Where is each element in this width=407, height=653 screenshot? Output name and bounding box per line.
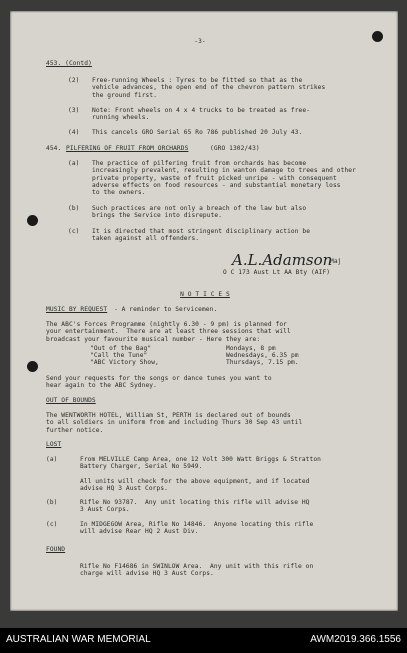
program-time: Thursdays, 7.15 pm.: [226, 359, 299, 366]
program-time: Mondays, 8 pm: [226, 345, 276, 352]
item-number: (3): [68, 107, 80, 114]
music-subheading: - A reminder to Servicemen.: [114, 306, 218, 313]
program-name: "ABC Victory Show,: [90, 359, 159, 366]
section-454-heading: PILFERING OF FRUIT FROM ORCHARDS: [66, 145, 189, 152]
item-number: (a): [46, 456, 58, 463]
section-reference: (GRO 1302/43): [210, 145, 260, 152]
found-heading: FOUND: [46, 546, 66, 553]
paragraph: Rifle No 93787. Any unit locating this rifle will advise HQ 3 Aust Corps.: [80, 499, 310, 514]
item-number: (2): [68, 77, 80, 84]
punch-hole: [372, 31, 383, 42]
signature-title: O C 173 Aust Lt AA Bty (AIF): [223, 269, 331, 276]
music-heading: MUSIC BY REQUEST: [46, 306, 108, 313]
item-number: (c): [46, 521, 58, 528]
section-453-heading: 453. (Contd): [46, 60, 92, 67]
paragraph: From MELVILLE Camp Area, one 12 Volt 300 Watt Briggs & Stratton Battery Charger, Serial No 5949.: [80, 456, 321, 471]
item-number: (a): [68, 160, 80, 167]
program-time: Wednesdays, 6.35 pm: [226, 352, 299, 359]
paragraph: The WENTWORTH HOTEL, William St, PERTH is declared out of bounds to all soldiers in uniform from and including Thurs 30 Sep 43 until further notice.: [46, 412, 303, 434]
item-number: (b): [68, 205, 80, 212]
signature-rank: Maj: [330, 258, 342, 265]
accession-number: AWM2019.366.1556: [310, 634, 401, 645]
handwritten-signature: A.L.Adamson: [232, 251, 333, 269]
footer-bar: [0, 628, 407, 653]
lost-heading: LOST: [46, 441, 62, 448]
notices-heading: N O T I C E S: [180, 291, 230, 298]
item-number: (b): [46, 499, 58, 506]
paragraph: The practice of pilfering fruit from orchards has become increasingly prevalent, resulting in wanton damage to trees and other private property, waste of fruit picked unripe - with consequent adverse effects on food resources - and substantial monetary loss to the owners.: [92, 160, 356, 197]
paragraph: It is directed that most stringent disciplinary action be taken against all offenders.: [92, 228, 311, 243]
paragraph: Note: Front wheels on 4 x 4 trucks to be treated as free- running wheels.: [92, 107, 311, 122]
institution-name: AUSTRALIAN WAR MEMORIAL: [6, 634, 151, 645]
item-number: (4): [68, 129, 80, 136]
program-name: "Call the Tune": [90, 352, 148, 359]
paragraph: The ABC's Forces Programme (nightly 6.30 - 9 pm) is planned for your entertainment. There are at least three sessions that will broadcast your favourite musical number - Here they are:: [46, 321, 291, 343]
paragraph: In MIDGEGOW Area, Rifle No 14846. Anyone locating this rifle will advise Rear HQ 2 Aust Div.: [80, 521, 314, 536]
paragraph: Free-running Wheels : Tyres to be fitted so that as the vehicle advances, the open end of the chevron pattern strikes the ground first.: [92, 77, 326, 99]
paragraph: Such practices are not only a breach of the law but also brings the Service into disrepute.: [92, 205, 307, 220]
page-number: -3-: [194, 38, 206, 45]
punch-hole: [27, 215, 38, 226]
paragraph: All units will check for the above equipment, and if located advise HQ 3 Aust Corps.: [80, 478, 310, 493]
out-of-bounds-heading: OUT OF BOUNDS: [46, 397, 96, 404]
paragraph: Send your requests for the songs or dance tunes you want to hear again to the ABC Sydney.: [46, 375, 272, 390]
section-number: 454.: [46, 145, 62, 152]
punch-hole: [27, 361, 38, 372]
program-name: "Out of the Bag": [90, 345, 152, 352]
item-number: (c): [68, 228, 80, 235]
document-page: [10, 11, 398, 611]
paragraph: This cancels GRO Serial 65 Ro 786 published 20 July 43.: [92, 129, 303, 136]
paragraph: Rifle No F14686 in SWINLOW Area. Any unit with this rifle on charge will advise HQ 3 Aust Corps.: [80, 563, 314, 578]
